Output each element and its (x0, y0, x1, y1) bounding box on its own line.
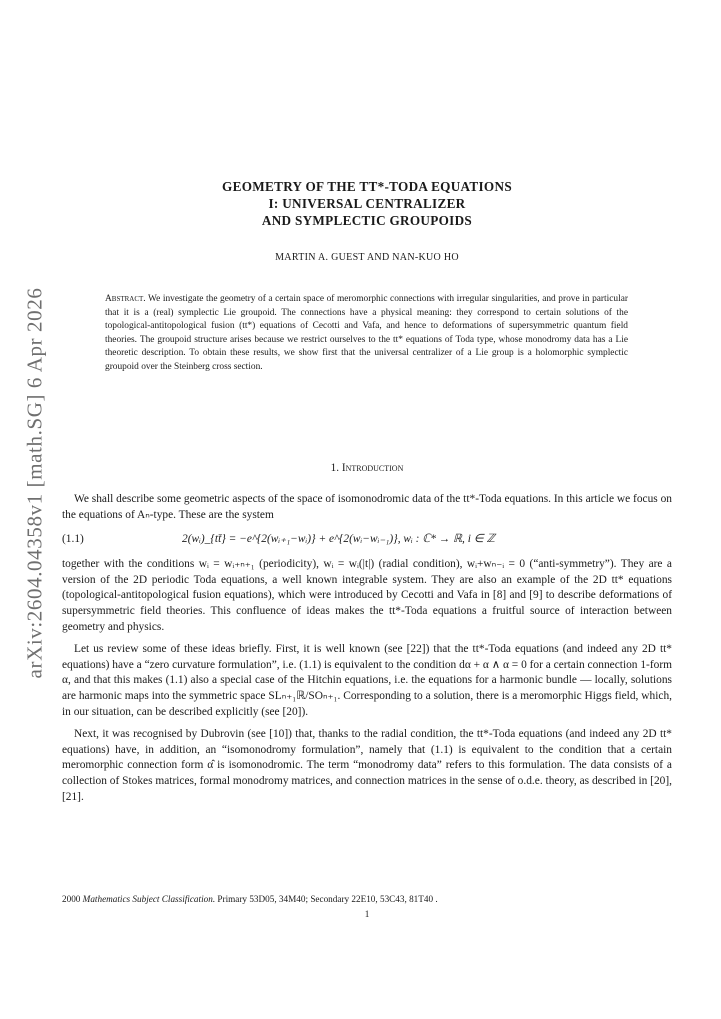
intro-paragraph-4: Next, it was recognised by Dubrovin (see [10]) that, thanks to the radial condition, the tt*-Toda equations (and indeed any 2D tt* equations) have, in addition, an “isomonodromy formulation”, namely that (1.1) is equivalent to the condition that a certain meromorphic connection form α̂ is isomonodromic. The term “monodromy data” refers to this formulation. The data consists of a collection of Stokes matrices, formal monodromy matrices, and connection matrices in the sense of o.d.e. theory, as described in [20],[21]. (62, 728, 672, 803)
title-line-2: I: UNIVERSAL CENTRALIZER (268, 196, 466, 211)
arxiv-identifier-stamp (20, 287, 50, 678)
arxiv-identifier-text: arXiv:2604.04358v1 [math.SG] 6 Apr 2026 (22, 287, 47, 678)
footnote (62, 894, 672, 904)
equation-1-1 (62, 525, 672, 555)
section-number: 1. (330, 462, 340, 474)
page-number: 1 (364, 909, 370, 919)
intro-paragraph-3: Let us review some of these ideas briefly. First, it is well known (see [22]) that the tt*-Toda equations (and indeed any 2D tt* equations) have a “zero curvature formulation”, i.e. (1.1) is equivalent to the condition dα + α ∧ α = 0 for a certain connection 1-form α, and that this makes (1.1) also a special case of the Hitchin equations, i.e. the equations for a harmonic bundle — locally, solutions are harmonic maps into the symmetric space SLₙ₊₁ℝ/SOₙ₊₁. Corresponding to a solution, there is a meromorphic Higgs field, which, in our situation, can be described explicitly (see [20]). (62, 643, 672, 718)
paper-authors: MARTIN A. GUEST AND NAN-KUO HO (275, 252, 459, 263)
abstract-label: Abstract. (105, 294, 146, 304)
intro-paragraph-2: together with the conditions wᵢ = wᵢ₊ₙ₊₁ (periodicity), wᵢ = wᵢ(|t|) (radial condition), wᵢ+wₙ₋ᵢ = 0 (“anti-symmetry”). They are a version of the 2D periodic Toda equations, a well known integrable system. They are also an example of the 2D tt* equations (topological-antitopological fusion equations), which were introduced by Cecotti and Vafa in [8] and [9] to describe deformations of supersymmetric field theories. This confluence of ideas makes the tt*-Toda equations a fruitful source of interaction between geometry and physics. (62, 558, 672, 633)
title-line-1: GEOMETRY OF THE TT*-TODA EQUATIONS (222, 179, 512, 194)
equation-body: 2(wᵢ)_{tt̄} = −e^{2(wᵢ₊₁−wᵢ)} + e^{2(wᵢ−wᵢ₋₁)}, wᵢ : ℂ* → ℝ, i ∈ ℤ (182, 533, 495, 546)
introduction-body (62, 492, 672, 805)
intro-paragraph-1: We shall describe some geometric aspects of the space of isomonodromic data of the tt*-Toda equations. In this article we focus on the equations of Aₙ-type. These are the system (62, 493, 672, 521)
section-heading (62, 462, 672, 474)
footnote-year: 2000 (62, 894, 81, 904)
paper-title (62, 178, 672, 229)
title-line-3: AND SYMPLECTIC GROUPOIDS (261, 213, 473, 228)
abstract-text: We investigate the geometry of a certain space of meromorphic connections with irregular singularities, and prove in particular that it is a (real) symplectic Lie groupoid. The connections have a physical meaning: they correspond to certain solutions of the topological-antitopological fusion (tt*) equations of Cecotti and Vafa, and hence to deformations of supersymmetric quantum field theories. The groupoid structure arises because we restrict ourselves to the tt* equations of Toda type, whose monodromy data has a Lie theoretic description. To obtain these results, we show first that the universal centralizer of a Lie group is a holomorphic symplectic groupoid over the Steinberg cross section. (105, 294, 628, 372)
footnote-text: Primary 53D05, 34M40; Secondary 22E10, 53C43, 81T40 . (217, 894, 438, 904)
section-title: Introduction (341, 462, 404, 474)
footnote-label: Mathematics Subject Classification. (82, 894, 216, 904)
equation-number: (1.1) (62, 533, 84, 546)
abstract (105, 293, 628, 375)
